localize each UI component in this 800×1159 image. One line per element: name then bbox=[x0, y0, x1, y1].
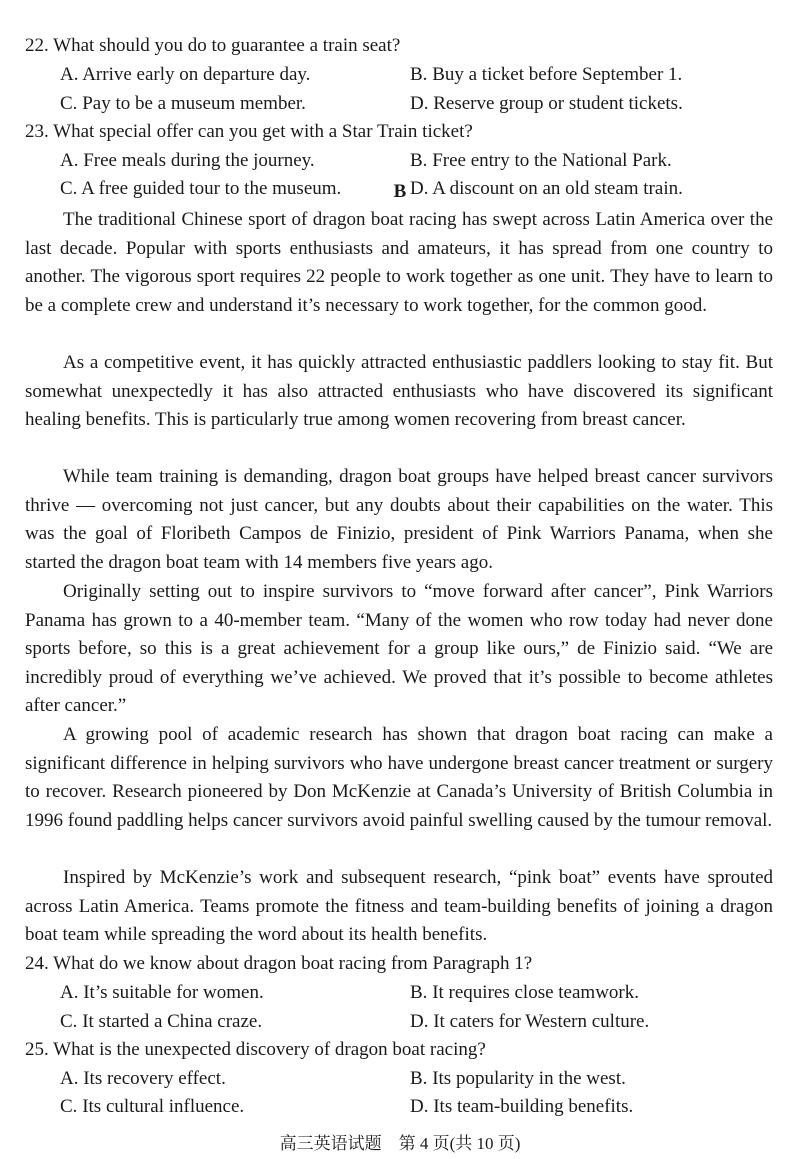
question-number: 24. bbox=[25, 953, 49, 974]
option-label: D. bbox=[410, 1096, 429, 1117]
option-25-d bbox=[410, 1093, 633, 1121]
question-24 bbox=[25, 950, 532, 978]
option-22-b bbox=[410, 61, 682, 89]
passage-paragraph-6: Inspired by McKenzie’s work and subsequent research, “pink boat” events have sprouted across Latin America. Teams promote the fitness and team-building benefits of joining a dragon boat team while spreading the word about its health benefits. bbox=[25, 867, 773, 946]
option-text: It caters for Western culture. bbox=[433, 1011, 650, 1032]
passage-paragraph-1: The traditional Chinese sport of dragon boat racing has swept across Latin America over the last decade. Popular with sports enthusiasts and amateurs, it has spread from one country to another. The vigorous sport requires 22 people to work together as one unit. They have to learn to be a complete crew and understand it’s necessary to work together, for the common good. bbox=[25, 209, 773, 316]
option-24-d bbox=[410, 1008, 649, 1036]
option-22-d bbox=[410, 90, 683, 118]
question-text: What special offer can you get with a Star Train ticket? bbox=[53, 121, 473, 142]
option-label: B. bbox=[410, 150, 428, 171]
option-text: It started a China craze. bbox=[82, 1011, 263, 1032]
passage-paragraph-2: As a competitive event, it has quickly attracted enthusiastic paddlers looking to stay fit. But somewhat unexpectedly it has also attracted enthusiasts who have discovered its significant healing benefits. This is particularly true among women recovering from breast cancer. bbox=[25, 352, 773, 431]
option-label: B. bbox=[410, 64, 428, 85]
option-label: D. bbox=[410, 1011, 429, 1032]
option-24-c bbox=[60, 1008, 262, 1036]
option-label: D. bbox=[410, 178, 429, 199]
question-number: 23. bbox=[25, 121, 49, 142]
option-23-b bbox=[410, 147, 672, 175]
option-text: Buy a ticket before September 1. bbox=[432, 64, 683, 85]
option-24-a bbox=[60, 979, 264, 1007]
option-label: A. bbox=[60, 982, 79, 1003]
page-footer: 高三英语试题 第 4 页(共 10 页) bbox=[279, 1134, 521, 1153]
option-text: Its recovery effect. bbox=[83, 1068, 226, 1089]
option-25-a bbox=[60, 1065, 226, 1093]
option-text: It requires close teamwork. bbox=[432, 982, 639, 1003]
question-text: What should you do to guarantee a train seat? bbox=[53, 35, 401, 56]
option-text: Reserve group or student tickets. bbox=[433, 93, 683, 114]
option-text: Free meals during the journey. bbox=[83, 150, 315, 171]
option-label: A. bbox=[60, 1068, 79, 1089]
option-text: Free entry to the National Park. bbox=[432, 150, 672, 171]
option-text: It’s suitable for women. bbox=[83, 982, 264, 1003]
option-text: Its popularity in the west. bbox=[432, 1068, 626, 1089]
option-label: C. bbox=[60, 178, 78, 199]
option-25-c bbox=[60, 1093, 244, 1121]
option-text: Pay to be a museum member. bbox=[82, 93, 306, 114]
option-label: B. bbox=[410, 982, 428, 1003]
question-number: 22. bbox=[25, 35, 49, 56]
option-25-b bbox=[410, 1065, 626, 1093]
option-label: A. bbox=[60, 64, 79, 85]
question-text: What is the unexpected discovery of dragon boat racing? bbox=[53, 1039, 486, 1060]
option-22-c bbox=[60, 90, 306, 118]
option-label: C. bbox=[60, 1096, 78, 1117]
option-text: A free guided tour to the museum. bbox=[81, 178, 342, 199]
option-22-a bbox=[60, 61, 310, 89]
option-label: D. bbox=[410, 93, 429, 114]
question-number: 25. bbox=[25, 1039, 49, 1060]
passage-paragraph-5: A growing pool of academic research has shown that dragon boat racing can make a significant difference in helping survivors who have undergone breast cancer treatment or surgery to recover. Research pioneered by Don McKenzie at Canada’s University of British Columbia in 1996 found paddling helps cancer survivors avoid painful swelling caused by the tumour removal. bbox=[25, 724, 773, 831]
question-text: What do we know about dragon boat racing from Paragraph 1? bbox=[53, 953, 533, 974]
option-text: Arrive early on departure day. bbox=[82, 64, 311, 85]
option-label: B. bbox=[410, 1068, 428, 1089]
question-25 bbox=[25, 1036, 486, 1064]
option-label: A. bbox=[60, 150, 79, 171]
question-23 bbox=[25, 118, 473, 146]
option-24-b bbox=[410, 979, 639, 1007]
option-23-a bbox=[60, 147, 315, 175]
option-label: C. bbox=[60, 1011, 78, 1032]
option-text: Its team-building benefits. bbox=[433, 1096, 634, 1117]
option-text: Its cultural influence. bbox=[82, 1096, 245, 1117]
passage-paragraph-3: While team training is demanding, dragon boat groups have helped breast cancer survivors thrive — overcoming not just cancer, but any doubts about their capabilities on the water. This was the goal of Floribeth Campos de Finizio, president of Pink Warriors Panama, when she started the dragon boat team with 14 members five years ago. bbox=[25, 466, 773, 573]
option-label: C. bbox=[60, 93, 78, 114]
option-text: A discount on an old steam train. bbox=[432, 178, 683, 199]
section-title: B bbox=[393, 181, 407, 202]
passage-paragraph-4: Originally setting out to inspire survivors to “move forward after cancer”, Pink Warriors Panama has grown to a 40-member team. “Many of the women who row today had never done sports before, so this is a great achievement for a group like ours,” de Finizio said. “We are incredibly proud of everything we’ve achieved. We proved that it’s possible to become athletes after cancer.” bbox=[25, 581, 773, 717]
question-22 bbox=[25, 32, 400, 60]
